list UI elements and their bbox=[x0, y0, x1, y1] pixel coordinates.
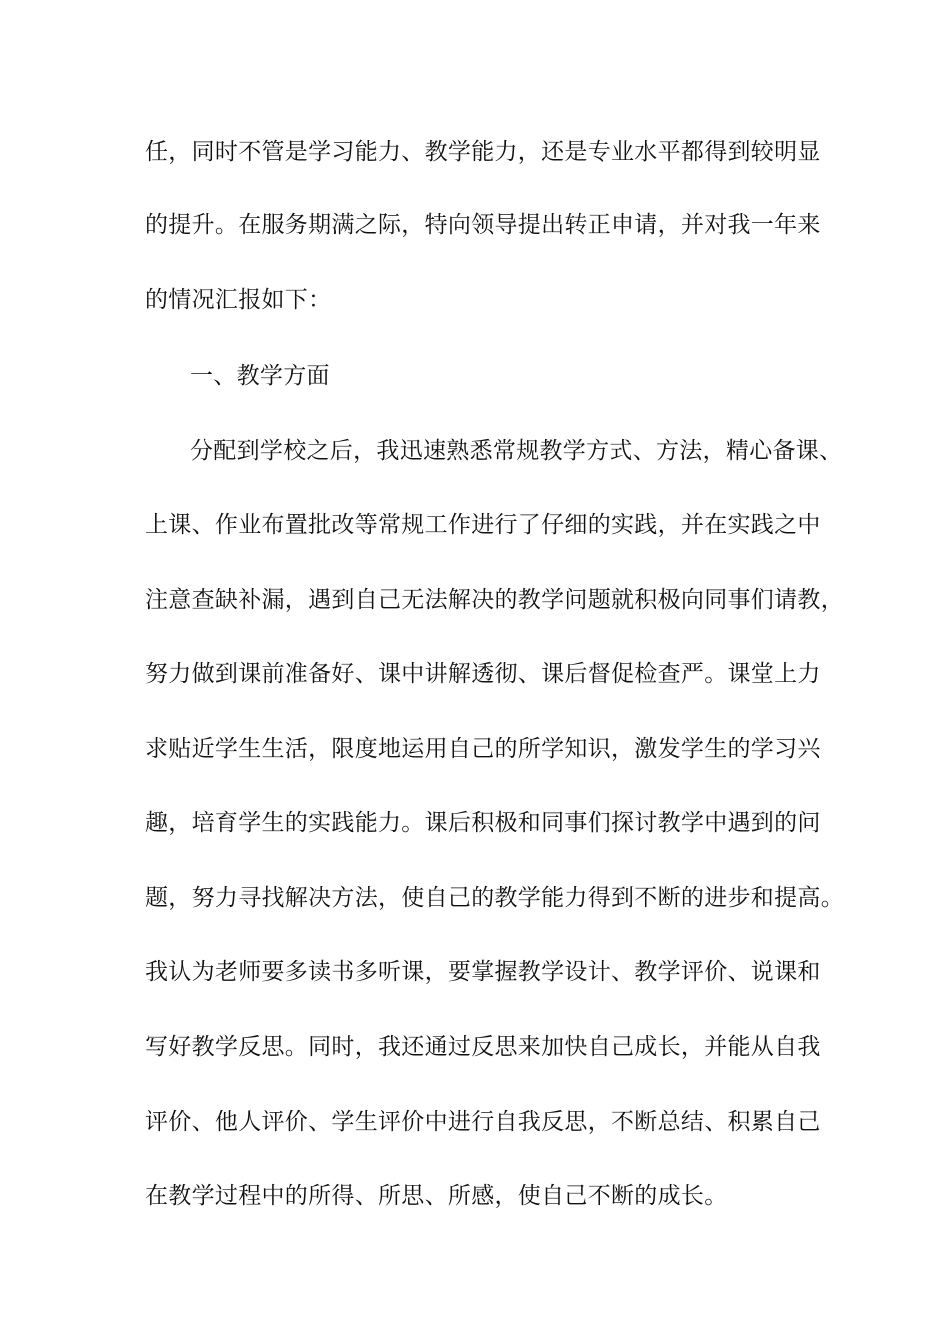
text-line: 趣，培育学生的实践能力。课后积极和同事们探讨教学中遇到的问 bbox=[145, 810, 821, 836]
text-line: 在教学过程中的所得、所思、所感，使自己不断的成长。 bbox=[145, 1183, 728, 1209]
text-line: 求贴近学生生活，限度地运用自己的所学知识，激发学生的学习兴 bbox=[145, 736, 821, 762]
text-line: 分配到学校之后，我迅速熟悉常规教学方式、方法，精心备课、 bbox=[190, 438, 843, 464]
text-line: 注意查缺补漏，遇到自己无法解决的教学问题就积极向同事们请教， bbox=[145, 587, 844, 613]
text-line: 我认为老师要多读书多听课，要掌握教学设计、教学评价、说课和 bbox=[145, 959, 821, 985]
text-line: 任，同时不管是学习能力、教学能力，还是专业水平都得到较明显 bbox=[145, 139, 821, 165]
text-line: 的提升。在服务期满之际，特向领导提出转正申请，并对我一年来 bbox=[145, 212, 821, 238]
text-line: 写好教学反思。同时，我还通过反思来加快自己成长，并能从自我 bbox=[145, 1034, 821, 1060]
text-line: 的情况汇报如下： bbox=[145, 287, 332, 313]
text-line: 上课、作业布置批改等常规工作进行了仔细的实践，并在实践之中 bbox=[145, 512, 821, 538]
text-line: 努力做到课前准备好、课中讲解透彻、课后督促检查严。课堂上力 bbox=[145, 661, 821, 687]
text-line: 题，努力寻找解决方法，使自己的教学能力得到不断的进步和提高。 bbox=[145, 885, 844, 911]
section-heading: 一、教学方面 bbox=[190, 363, 330, 389]
text-line: 评价、他人评价、学生评价中进行自我反思，不断总结、积累自己 bbox=[145, 1109, 821, 1135]
